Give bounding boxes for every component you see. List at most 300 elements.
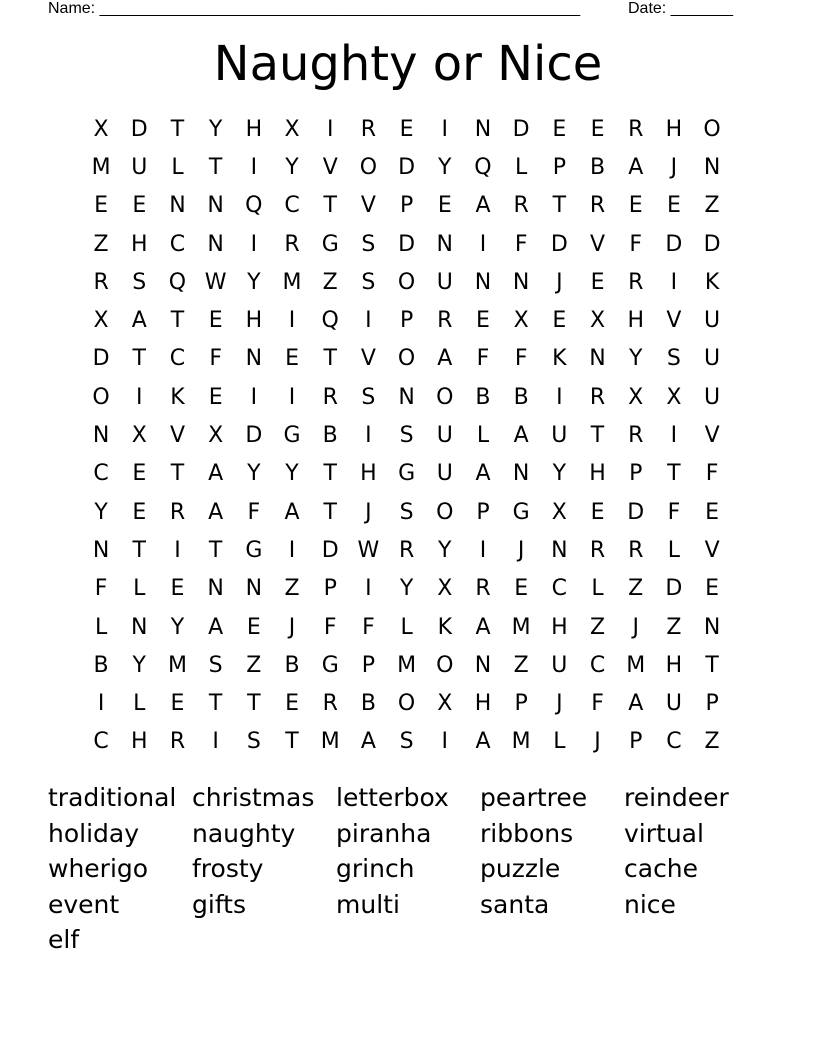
grid-letter: B	[360, 691, 376, 717]
grid-letter: Q	[245, 193, 263, 219]
grid-letter: V	[590, 231, 606, 257]
grid-letter: Z	[589, 614, 606, 640]
grid-letter: D	[627, 499, 645, 525]
grid-letter: Q	[321, 308, 339, 334]
grid-letter: E	[170, 576, 185, 602]
grid-letter: Y	[628, 346, 643, 372]
grid-letter: Y	[208, 116, 223, 142]
grid-letter: U	[551, 423, 568, 449]
grid-letter: S	[361, 231, 376, 257]
grid-letter: T	[323, 499, 337, 525]
grid-letter: L	[133, 691, 146, 717]
grid-letter: I	[479, 537, 487, 563]
grid-row	[82, 416, 731, 454]
grid-letter: P	[629, 461, 643, 487]
word-list-item: multi	[336, 889, 400, 919]
grid-letter: E	[590, 269, 605, 295]
grid-letter: T	[208, 691, 223, 717]
grid-letter: Z	[704, 729, 720, 755]
grid-letter: L	[667, 537, 681, 563]
grid-letter: M	[397, 652, 417, 678]
word-list-item: virtual	[624, 818, 704, 848]
grid-letter: Z	[246, 652, 262, 678]
grid-letter: D	[321, 537, 339, 563]
grid-letter: I	[670, 423, 678, 449]
grid-letter: P	[705, 691, 719, 717]
grid-letter: C	[93, 729, 109, 755]
grid-letter: N	[398, 384, 415, 410]
grid-letter: T	[170, 116, 185, 142]
grid-letter: I	[326, 116, 334, 142]
grid-letter: E	[208, 384, 223, 410]
grid-letter: T	[323, 461, 337, 487]
grid-letter: I	[250, 154, 258, 180]
grid-letter: S	[132, 269, 147, 295]
grid-letter: A	[628, 691, 644, 717]
grid-letter: D	[665, 231, 683, 257]
grid-letter: K	[170, 384, 185, 410]
letter-grid	[82, 110, 731, 761]
grid-letter: N	[131, 614, 148, 640]
grid-letter: N	[512, 461, 530, 487]
grid-letter: F	[476, 346, 490, 372]
grid-letter: F	[705, 461, 719, 487]
grid-letter: Y	[94, 499, 108, 525]
grid-letter: F	[514, 346, 528, 372]
grid-letter: I	[670, 269, 678, 295]
grid-letter: T	[170, 461, 185, 487]
grid-letter: E	[208, 308, 223, 334]
grid-letter: D	[245, 423, 263, 449]
date-line: Date: _______	[628, 0, 733, 17]
grid-letter: P	[399, 308, 414, 334]
grid-letter: H	[627, 308, 644, 334]
grid-letter: X	[93, 116, 109, 142]
grid-letter: I	[365, 423, 372, 449]
grid-letter: Y	[438, 537, 452, 563]
grid-letter: E	[132, 499, 147, 525]
grid-letter: C	[169, 346, 186, 372]
grid-letter: U	[665, 691, 682, 717]
grid-letter: D	[703, 231, 721, 257]
grid-letter: E	[170, 691, 185, 717]
grid-letter: T	[208, 154, 223, 180]
grid-letter: Z	[322, 269, 338, 295]
grid-letter: Y	[399, 576, 414, 602]
grid-letter: N	[207, 576, 224, 602]
grid-letter: E	[94, 193, 109, 219]
word-list	[48, 780, 768, 958]
grid-letter: N	[474, 269, 492, 295]
grid-letter: E	[705, 576, 720, 602]
grid-letter: K	[552, 346, 567, 372]
word-list-item: nice	[624, 889, 676, 919]
grid-letter: G	[283, 423, 301, 449]
grid-letter: J	[556, 269, 563, 295]
grid-letter: O	[92, 384, 110, 410]
grid-row	[82, 455, 731, 493]
grid-letter: D	[398, 154, 416, 180]
grid-letter: M	[167, 652, 187, 678]
grid-letter: N	[245, 576, 263, 602]
grid-letter: T	[247, 691, 261, 717]
grid-row	[82, 608, 731, 646]
grid-letter: A	[208, 614, 224, 640]
grid-letter: N	[474, 116, 492, 142]
grid-letter: T	[170, 308, 185, 334]
grid-letter: X	[93, 308, 109, 334]
grid-letter: U	[704, 384, 721, 410]
grid-letter: P	[629, 729, 643, 755]
grid-letter: N	[207, 231, 224, 257]
grid-letter: S	[399, 423, 414, 449]
grid-letter: S	[399, 499, 414, 525]
grid-letter: T	[705, 652, 719, 678]
grid-letter: E	[552, 116, 567, 142]
grid-letter: E	[285, 346, 299, 372]
grid-row	[82, 570, 731, 608]
grid-letter: P	[552, 154, 566, 180]
grid-letter: F	[591, 691, 604, 717]
word-list-item: grinch	[336, 854, 415, 883]
grid-letter: O	[397, 269, 416, 295]
grid-letter: K	[437, 614, 452, 640]
grid-letter: N	[245, 346, 263, 372]
grid-letter: U	[436, 461, 453, 487]
grid-letter: R	[360, 116, 377, 142]
grid-letter: A	[475, 461, 491, 487]
grid-letter: F	[323, 614, 337, 640]
grid-letter: L	[133, 576, 146, 602]
grid-letter: S	[361, 269, 376, 295]
grid-letter: A	[475, 729, 491, 755]
grid-letter: I	[250, 231, 258, 257]
grid-row	[82, 723, 731, 761]
grid-letter: H	[589, 461, 606, 487]
grid-letter: R	[589, 537, 606, 563]
grid-letter: P	[514, 691, 528, 717]
word-list-item: traditional	[48, 783, 177, 812]
grid-letter: I	[288, 384, 296, 410]
grid-letter: Q	[474, 154, 492, 180]
grid-letter: E	[666, 193, 681, 219]
grid-letter: R	[628, 116, 644, 142]
grid-row	[82, 646, 731, 684]
grid-letter: G	[512, 499, 530, 525]
grid-letter: U	[131, 154, 148, 180]
grid-letter: A	[360, 729, 376, 755]
grid-letter: T	[132, 346, 146, 372]
grid-letter: T	[552, 193, 567, 219]
grid-letter: X	[437, 576, 453, 602]
grid-letter: I	[556, 384, 563, 410]
grid-letter: U	[704, 346, 721, 372]
word-list-item: event	[48, 889, 120, 919]
grid-letter: A	[208, 461, 224, 487]
grid-letter: M	[91, 154, 111, 180]
grid-letter: J	[632, 614, 639, 640]
grid-letter: T	[667, 461, 681, 487]
grid-row	[82, 225, 731, 263]
grid-letter: R	[169, 729, 186, 755]
grid-letter: E	[590, 116, 605, 142]
grid-letter: T	[323, 346, 337, 372]
grid-letter: F	[247, 499, 261, 525]
grid-letter: F	[209, 346, 222, 372]
grid-letter: W	[357, 537, 380, 563]
grid-letter: C	[93, 461, 109, 487]
grid-letter: X	[131, 423, 147, 449]
grid-letter: G	[398, 461, 416, 487]
grid-letter: Y	[285, 154, 299, 180]
grid-row	[82, 148, 731, 186]
grid-letter: D	[130, 116, 148, 142]
grid-letter: O	[436, 384, 454, 410]
grid-row	[82, 531, 731, 569]
grid-letter: H	[245, 116, 263, 142]
grid-letter: E	[246, 614, 261, 640]
grid-row	[82, 493, 731, 531]
grid-letter: N	[551, 537, 568, 563]
grid-letter: B	[284, 652, 300, 678]
grid-letter: O	[397, 346, 416, 372]
grid-letter: B	[322, 423, 338, 449]
grid-letter: N	[589, 346, 606, 372]
grid-letter: B	[589, 154, 606, 180]
grid-letter: Z	[704, 193, 720, 219]
grid-letter: O	[436, 499, 454, 525]
grid-letter: Y	[170, 614, 185, 640]
grid-letter: D	[92, 346, 110, 372]
grid-letter: U	[551, 652, 568, 678]
grid-letter: P	[399, 193, 414, 219]
grid-letter: U	[436, 423, 453, 449]
grid-letter: F	[514, 231, 528, 257]
grid-letter: T	[285, 729, 299, 755]
word-list-item: wherigo	[48, 854, 149, 883]
word-list-item: holiday	[48, 818, 140, 848]
grid-letter: I	[97, 691, 105, 717]
grid-row	[82, 110, 731, 148]
grid-letter: E	[132, 193, 147, 219]
word-list-item: letterbox	[336, 783, 449, 812]
grid-letter: I	[365, 576, 372, 602]
grid-letter: D	[512, 116, 530, 142]
word-list-item: naughty	[192, 818, 296, 848]
grid-letter: R	[589, 193, 606, 219]
grid-letter: V	[360, 193, 376, 219]
grid-letter: B	[513, 384, 529, 410]
grid-letter: M	[626, 652, 646, 678]
grid-letter: M	[282, 269, 302, 295]
grid-letter: X	[628, 384, 644, 410]
word-list-item: santa	[480, 889, 550, 919]
grid-letter: Z	[628, 576, 644, 602]
grid-letter: E	[705, 499, 720, 525]
grid-letter: L	[515, 154, 528, 180]
grid-letter: P	[361, 652, 376, 678]
grid-letter: C	[589, 652, 606, 678]
grid-letter: X	[666, 384, 682, 410]
grid-letter: G	[321, 231, 339, 257]
grid-letter: E	[437, 193, 452, 219]
grid-letter: J	[365, 499, 372, 525]
grid-letter: O	[703, 116, 721, 142]
grid-letter: E	[552, 308, 567, 334]
grid-letter: I	[212, 729, 219, 755]
grid-letter: N	[703, 154, 721, 180]
grid-letter: F	[667, 499, 681, 525]
grid-letter: O	[359, 154, 378, 180]
word-list-item: piranha	[336, 818, 432, 848]
grid-letter: B	[93, 652, 109, 678]
grid-letter: I	[136, 384, 143, 410]
grid-letter: F	[629, 231, 643, 257]
grid-letter: F	[362, 614, 375, 640]
grid-letter: I	[288, 537, 296, 563]
grid-letter: N	[474, 652, 492, 678]
grid-letter: Y	[285, 461, 299, 487]
grid-letter: Z	[284, 576, 300, 602]
grid-letter: V	[704, 537, 720, 563]
grid-letter: J	[288, 614, 296, 640]
grid-letter: K	[704, 269, 720, 295]
grid-letter: E	[399, 116, 414, 142]
grid-letter: R	[398, 537, 415, 563]
grid-letter: C	[284, 193, 300, 219]
grid-letter: R	[628, 269, 644, 295]
grid-row	[82, 263, 731, 301]
grid-letter: A	[208, 499, 224, 525]
grid-row	[82, 301, 731, 339]
grid-letter: X	[589, 308, 606, 334]
grid-letter: C	[169, 231, 186, 257]
grid-letter: Z	[666, 614, 682, 640]
grid-letter: C	[551, 576, 568, 602]
grid-letter: O	[436, 652, 454, 678]
grid-letter: H	[474, 691, 492, 717]
word-list-item: ribbons	[480, 818, 574, 848]
grid-letter: M	[511, 614, 531, 640]
grid-letter: V	[360, 346, 376, 372]
grid-letter: R	[284, 231, 300, 257]
grid-letter: R	[322, 691, 338, 717]
grid-row	[82, 187, 731, 225]
grid-letter: V	[704, 423, 720, 449]
grid-letter: R	[628, 537, 644, 563]
grid-letter: Y	[438, 154, 452, 180]
grid-letter: N	[92, 537, 110, 563]
grid-letter: D	[665, 576, 683, 602]
grid-letter: H	[665, 652, 683, 678]
grid-letter: G	[321, 652, 339, 678]
grid-letter: Z	[93, 231, 109, 257]
grid-letter: U	[436, 269, 453, 295]
grid-letter: P	[323, 576, 337, 602]
grid-letter: L	[591, 576, 604, 602]
grid-letter: L	[476, 423, 490, 449]
grid-letter: X	[513, 308, 529, 334]
grid-letter: T	[590, 423, 605, 449]
grid-letter: L	[171, 154, 184, 180]
grid-letter: Q	[168, 269, 187, 295]
grid-letter: I	[441, 116, 449, 142]
grid-letter: H	[551, 614, 568, 640]
grid-letter: V	[322, 154, 338, 180]
grid-letter: N	[92, 423, 110, 449]
grid-letter: I	[441, 729, 449, 755]
grid-letter: X	[551, 499, 567, 525]
grid-row	[82, 340, 731, 378]
word-list-item: christmas	[192, 783, 315, 812]
grid-letter: Z	[513, 652, 529, 678]
grid-letter: M	[511, 729, 531, 755]
grid-letter: X	[284, 116, 300, 142]
grid-letter: R	[589, 384, 606, 410]
grid-letter: N	[169, 193, 186, 219]
grid-letter: R	[513, 193, 529, 219]
grid-letter: R	[437, 308, 453, 334]
grid-letter: G	[245, 537, 263, 563]
grid-letter: V	[666, 308, 682, 334]
grid-letter: E	[628, 193, 643, 219]
grid-letter: S	[361, 384, 376, 410]
grid-letter: T	[323, 193, 337, 219]
grid-letter: R	[322, 384, 338, 410]
grid-letter: S	[399, 729, 414, 755]
grid-letter: J	[670, 154, 678, 180]
word-list-item: elf	[48, 925, 80, 954]
word-list-item: frosty	[192, 854, 264, 883]
grid-letter: M	[320, 729, 340, 755]
grid-letter: U	[704, 308, 721, 334]
grid-letter: T	[132, 537, 146, 563]
grid-letter: I	[288, 308, 296, 334]
grid-letter: S	[666, 346, 681, 372]
grid-letter: A	[284, 499, 300, 525]
name-line: Name: ______________________________________________________	[48, 0, 581, 17]
grid-letter: I	[365, 308, 372, 334]
grid-letter: I	[250, 384, 258, 410]
grid-letter: R	[93, 269, 109, 295]
word-list-item: reindeer	[624, 783, 729, 812]
grid-letter: R	[475, 576, 491, 602]
grid-letter: L	[94, 614, 108, 640]
grid-letter: J	[556, 691, 563, 717]
grid-letter: J	[517, 537, 525, 563]
page-title: Naughty or Nice	[213, 36, 603, 92]
grid-letter: H	[131, 729, 148, 755]
grid-letter: L	[553, 729, 566, 755]
grid-letter: Y	[552, 461, 567, 487]
grid-letter: E	[285, 691, 299, 717]
grid-letter: P	[476, 499, 490, 525]
grid-letter: F	[94, 576, 108, 602]
grid-letter: R	[628, 423, 644, 449]
grid-letter: C	[666, 729, 682, 755]
grid-letter: E	[590, 499, 605, 525]
grid-letter: B	[475, 384, 491, 410]
grid-letter: V	[169, 423, 185, 449]
word-list-item: peartree	[480, 783, 588, 812]
grid-letter: N	[207, 193, 224, 219]
grid-letter: N	[436, 231, 454, 257]
grid-letter: A	[131, 308, 147, 334]
grid-letter: I	[479, 231, 487, 257]
grid-letter: D	[398, 231, 416, 257]
grid-letter: O	[397, 691, 416, 717]
grid-letter: X	[437, 691, 453, 717]
